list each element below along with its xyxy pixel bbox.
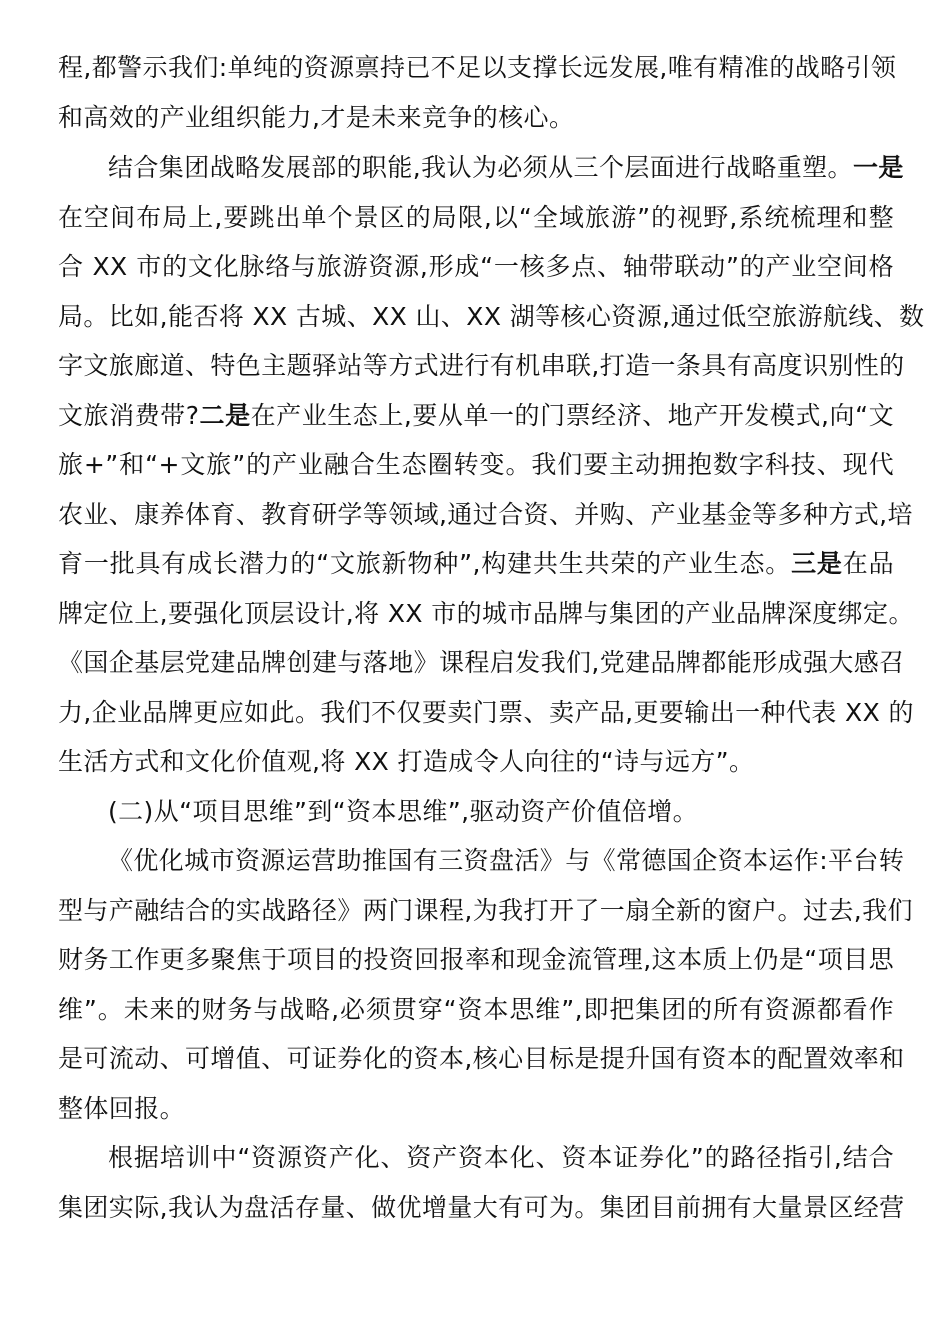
text-run: 在产业生态上,要从单一的门票经济、地产开发模式,向“文 bbox=[250, 401, 894, 430]
text-line bbox=[58, 693, 914, 733]
text-run: 型与产融结合的实战路径》两门课程,为我打开了一扇全新的窗户。过去,我们 bbox=[58, 896, 913, 925]
text-run: 生活方式和文化价值观,将 XX 打造成令人向往的“诗与远方”。 bbox=[58, 747, 755, 776]
bold-emphasis: 一是 bbox=[852, 153, 904, 182]
text-line bbox=[58, 48, 897, 88]
text-line bbox=[58, 1039, 905, 1079]
text-line bbox=[108, 841, 905, 881]
text-line bbox=[58, 1089, 894, 1129]
text-line bbox=[58, 990, 894, 1030]
text-line bbox=[108, 792, 894, 832]
text-run: 整体回报。 bbox=[58, 1094, 186, 1123]
text-run: 根据培训中“资源资产化、资产资本化、资本证券化”的路径指引,结合 bbox=[108, 1143, 894, 1172]
text-line bbox=[58, 297, 925, 337]
text-run: 字文旅廊道、特色主题驿站等方式进行有机串联,打造一条具有高度识别性的 bbox=[58, 351, 905, 380]
text-run: (二)从“项目思维”到“资本思维”,驱动资产价值倍增。 bbox=[108, 797, 699, 826]
text-line bbox=[58, 495, 913, 535]
text-run: 农业、康养体育、教育研学等领域,通过合资、并购、产业基金等多种方式,培 bbox=[58, 500, 913, 529]
text-line bbox=[58, 247, 894, 287]
text-line bbox=[58, 98, 894, 138]
text-line bbox=[108, 148, 904, 188]
text-line bbox=[58, 1188, 905, 1228]
text-run: 牌定位上,要强化顶层设计,将 XX 市的城市品牌与集团的产业品牌深度绑定。 bbox=[58, 599, 914, 628]
text-run: 结合集团战略发展部的职能,我认为必须从三个层面进行战略重塑。 bbox=[108, 153, 853, 182]
text-line bbox=[58, 643, 905, 683]
text-run: 在空间布局上,要跳出单个景区的局限,以“全域旅游”的视野,系统梳理和整 bbox=[58, 203, 894, 232]
text-run: 《优化城市资源运营助推国有三资盘活》与《常德国企资本运作:平台转 bbox=[108, 846, 905, 875]
text-run: 集团实际,我认为盘活存量、做优增量大有可为。集团目前拥有大量景区经营 bbox=[58, 1193, 905, 1222]
text-line bbox=[58, 891, 913, 931]
text-run: 局。比如,能否将 XX 古城、XX 山、XX 湖等核心资源,通过低空旅游航线、数 bbox=[58, 302, 925, 331]
text-run: 在品 bbox=[842, 549, 894, 578]
text-line bbox=[58, 742, 894, 782]
text-line bbox=[58, 544, 894, 584]
text-run: 《国企基层党建品牌创建与落地》课程启发我们,党建品牌都能形成强大感召 bbox=[58, 648, 905, 677]
text-run: 力,企业品牌更应如此。我们不仅要卖门票、卖产品,更要输出一种代表 XX 的 bbox=[58, 698, 914, 727]
text-run: 旅+”和“+文旅”的产业融合生态圈转变。我们要主动拥抱数字科技、现代 bbox=[58, 450, 894, 479]
text-run: 合 XX 市的文化脉络与旅游资源,形成“一核多点、轴带联动”的产业空间格 bbox=[58, 252, 894, 281]
text-run: 育一批具有成长潜力的“文旅新物种”,构建共生共荣的产业生态。 bbox=[58, 549, 792, 578]
bold-emphasis: 二是 bbox=[199, 401, 251, 430]
text-line bbox=[58, 445, 894, 485]
text-line bbox=[58, 396, 894, 436]
text-run: 文旅消费带? bbox=[58, 401, 200, 430]
text-line bbox=[58, 346, 905, 386]
text-run: 程,都警示我们:单纯的资源禀持已不足以支撑长远发展,唯有精准的战略引领 bbox=[58, 53, 897, 82]
text-line bbox=[58, 594, 914, 634]
text-run: 维”。未来的财务与战略,必须贯穿“资本思维”,即把集团的所有资源都看作 bbox=[58, 995, 894, 1024]
text-line bbox=[108, 1138, 894, 1178]
text-run: 财务工作更多聚焦于项目的投资回报率和现金流管理,这本质上仍是“项目思 bbox=[58, 945, 894, 974]
bold-emphasis: 三是 bbox=[791, 549, 843, 578]
text-run: 和高效的产业组织能力,才是未来竞争的核心。 bbox=[58, 103, 575, 132]
text-line bbox=[58, 940, 894, 980]
text-line bbox=[58, 198, 894, 238]
text-run: 是可流动、可增值、可证券化的资本,核心目标是提升国有资本的配置效率和 bbox=[58, 1044, 905, 1073]
